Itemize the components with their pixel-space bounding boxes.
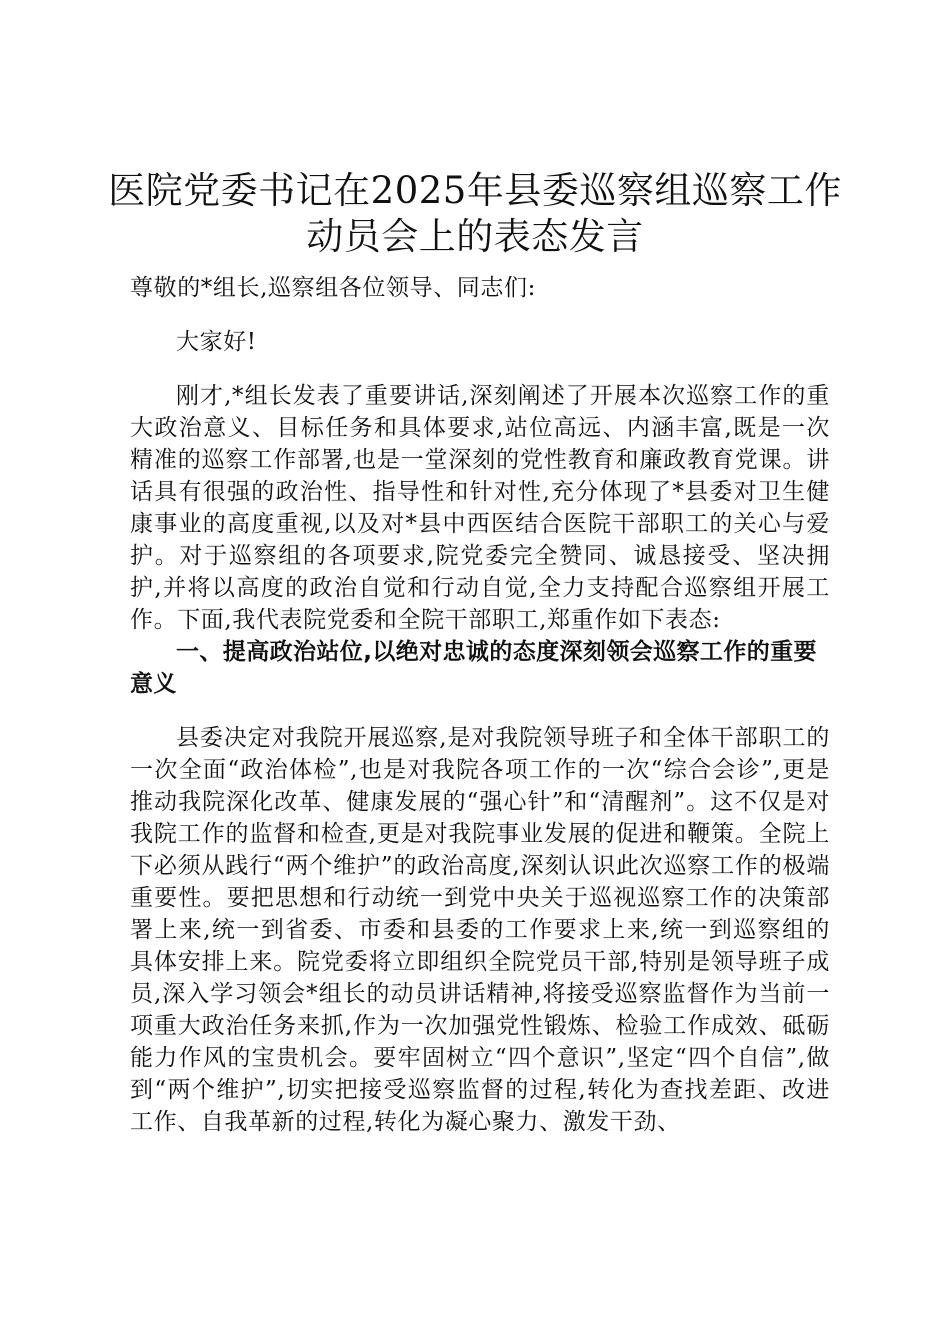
document-body bbox=[130, 272, 830, 1138]
salutation: 尊敬的*组长,巡察组各位领导、同志们: bbox=[130, 275, 536, 301]
title-line-1: 医院党委书记在2025年县委巡察组巡察工作 bbox=[108, 169, 842, 212]
intro-paragraph: 刚才,*组长发表了重要讲话,深刻阐述了开展本次巡察工作的重大政治意义、目标任务和具体要求,站位高远、内涵丰富,既是一次精准的巡察工作部署,也是一堂深刻的党性教育和廉政教育党课。讲话具有很强的政治性、指导性和针对性,充分体现了*县委对卫生健康事业的高度重视,以及对*县中西医结合医院干部职工的关心与爱护。对于巡察组的各项要求,院党委完全赞同、诚恳接受、坚决拥护,并将以高度的政治自觉和行动自觉,全力支持配合巡察组开展工作。下面,我代表院党委和全院干部职工,郑重作如下表态: bbox=[130, 383, 830, 633]
title-line-2: 动员会上的表态发言 bbox=[306, 215, 644, 258]
section-1-heading: 一、提高政治站位,以绝对忠诚的态度深刻领会巡察工作的重要意义 bbox=[130, 639, 817, 697]
section-1-paragraph: 县委决定对我院开展巡察,是对我院领导班子和全体干部职工的一次全面“政治体检”,也是对我院各项工作的一次“综合会诊”,更是推动我院深化改革、健康发展的“强心针”和“清醒剂”。这不仅是对我院工作的监督和检查,更是对我院事业发展的促进和鞭策。全院上下必须从践行“两个维护”的政治高度,深刻认识此次巡察工作的极端重要性。要把思想和行动统一到党中央关于巡视巡察工作的决策部署上来,统一到省委、市委和县委的工作要求上来,统一到巡察组的具体安排上来。院党委将立即组织全院党员干部,特别是领导班子成员,深入学习领会*组长的动员讲话精神,将接受巡察监督作为当前一项重大政治任务来抓,作为一次加强党性锻炼、检验工作成效、砥砺能力作风的宝贵机会。要牢固树立“四个意识”,坚定“四个自信”,做到“两个维护”,切实把接受巡察监督的过程,转化为查找差距、改进工作、自我革新的过程,转化为凝心聚力、激发干劲、 bbox=[130, 725, 830, 1135]
greeting: 大家好! bbox=[176, 329, 257, 355]
document-title bbox=[100, 168, 850, 260]
